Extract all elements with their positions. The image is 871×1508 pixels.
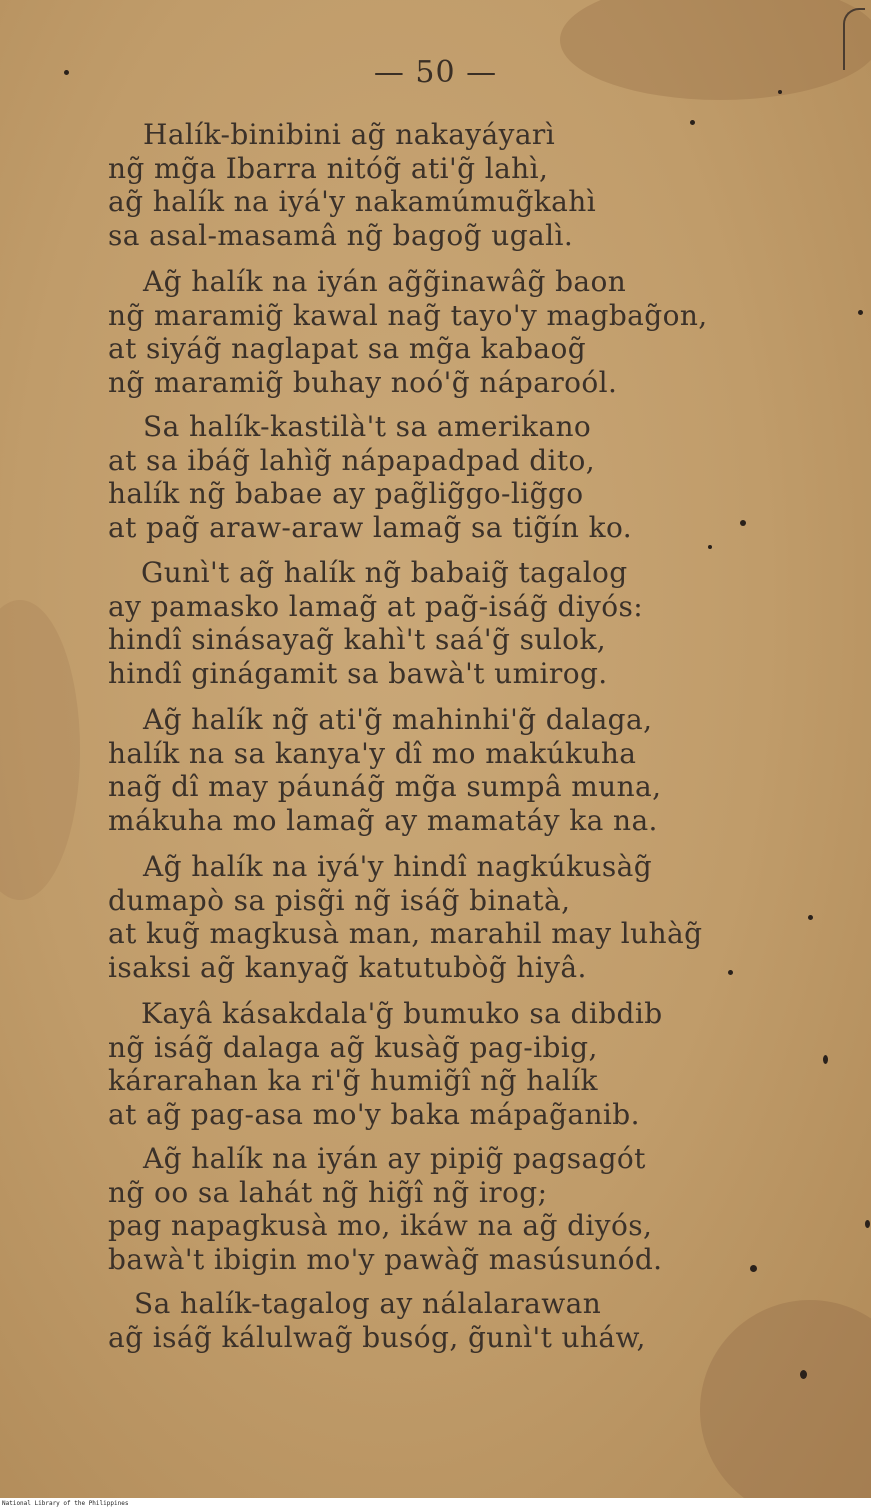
poem-line: Sa halík-kastilà't sa amerikano	[143, 410, 592, 443]
ink-speck	[708, 545, 712, 549]
poem-line: bawà't ibigin mo'y pawàg̃ masúsunód.	[108, 1242, 663, 1276]
poem-line: ng̃ mg̃a Ibarra nitóg̃ ati'g̃ lahì,	[108, 151, 549, 185]
poem-line: kárarahan ka ri'g̃ humig̃î ng̃ halík	[108, 1064, 598, 1097]
poem-line: sa asal-masamâ ng̃ bagog̃ ugalì.	[108, 218, 574, 252]
ink-speck	[750, 1265, 757, 1272]
poem-line: ag̃ halík na iyá'y nakamúmug̃kahì	[108, 185, 597, 218]
ink-speck	[865, 1220, 870, 1228]
poem-line: dumapò sa pisg̃i ng̃ iság̃ binatà,	[108, 883, 571, 917]
poem-line: Ag̃ halík ng̃ ati'g̃ mahinhi'g̃ dalaga,	[143, 703, 653, 736]
poem-line: pag napagkusà mo, ikáw na ag̃ diyós,	[108, 1209, 653, 1242]
ink-speck	[858, 310, 863, 315]
ink-speck	[740, 520, 746, 526]
ink-speck	[778, 90, 782, 94]
poem-line: ag̃ iság̃ kálulwag̃ busóg, g̃unì't uháw,	[108, 1320, 646, 1354]
poem-line: at kug̃ magkusà man, marahil may luhàg̃	[108, 917, 703, 950]
ink-speck	[808, 915, 813, 920]
poem-line: hindî ginágamit sa bawà't umirog.	[108, 656, 608, 690]
ink-speck	[690, 120, 695, 125]
poem-line: ng̃ maramig̃ kawal nag̃ tayo'y magbag̃on,	[108, 298, 708, 332]
poem-line: Gunì't ag̃ halík ng̃ babaig̃ tagalog	[141, 556, 628, 589]
poem-line: halík na sa kanya'y dî mo makúkuha	[108, 736, 637, 770]
poem-line: Ag̃ halík na iyán ay pipig̃ pagsagót	[143, 1142, 646, 1175]
ink-speck	[64, 70, 69, 75]
poem-line: Kayâ kásakdala'g̃ bumuko sa dibdib	[141, 997, 663, 1030]
poem-line: ng̃ iság̃ dalaga ag̃ kusàg̃ pag-ibig,	[108, 1030, 598, 1064]
paper-stain	[0, 600, 80, 900]
poem-line: ay pamasko lamag̃ at pag̃-iság̃ diyós:	[108, 589, 644, 623]
poem-line: at siyág̃ naglapat sa mg̃a kabaog̃	[108, 332, 587, 365]
poem-line: nag̃ dî may páunág̃ mg̃a sumpâ muna,	[108, 770, 662, 803]
poem-line: ng̃ oo sa lahát ng̃ hig̃î ng̃ irog;	[108, 1175, 548, 1209]
poem-line: at ag̃ pag-asa mo'y baka mápag̃anib.	[108, 1097, 640, 1131]
poem-line: mákuha mo lamag̃ ay mamatáy ka na.	[108, 803, 658, 837]
page-number: — 50 —	[373, 55, 498, 90]
library-credit: National Library of the Philippines	[2, 1500, 129, 1507]
poem-line: Halík-binibini ag̃ nakayáyarì	[143, 118, 556, 151]
poem-line: Ag̃ halík na iyán ag̃g̃inawâg̃ baon	[143, 265, 627, 298]
poem-line: halík ng̃ babae ay pag̃lig̃go-lig̃go	[108, 477, 584, 510]
poem-line: isaksi ag̃ kanyag̃ katutubòg̃ hiyâ.	[108, 950, 587, 984]
ink-speck	[728, 970, 733, 975]
poem-line: Ag̃ halík na iyá'y hindî nagkúkusàg̃	[143, 850, 653, 883]
poem-line: hindî sinásayag̃ kahì't saá'g̃ sulok,	[108, 623, 607, 656]
ink-speck	[823, 1055, 828, 1064]
poem-line: at sa ibág̃ lahìg̃ nápapadpad dito,	[108, 443, 596, 477]
poem-line: at pag̃ araw-araw lamag̃ sa tig̃ín ko.	[108, 510, 633, 544]
poem-line: ng̃ maramig̃ buhay noó'g̃ náparoól.	[108, 365, 618, 399]
ink-speck	[800, 1370, 807, 1379]
paper-stain	[700, 1300, 871, 1498]
poem-line: Sa halík-tagalog ay nálalarawan	[134, 1287, 602, 1320]
